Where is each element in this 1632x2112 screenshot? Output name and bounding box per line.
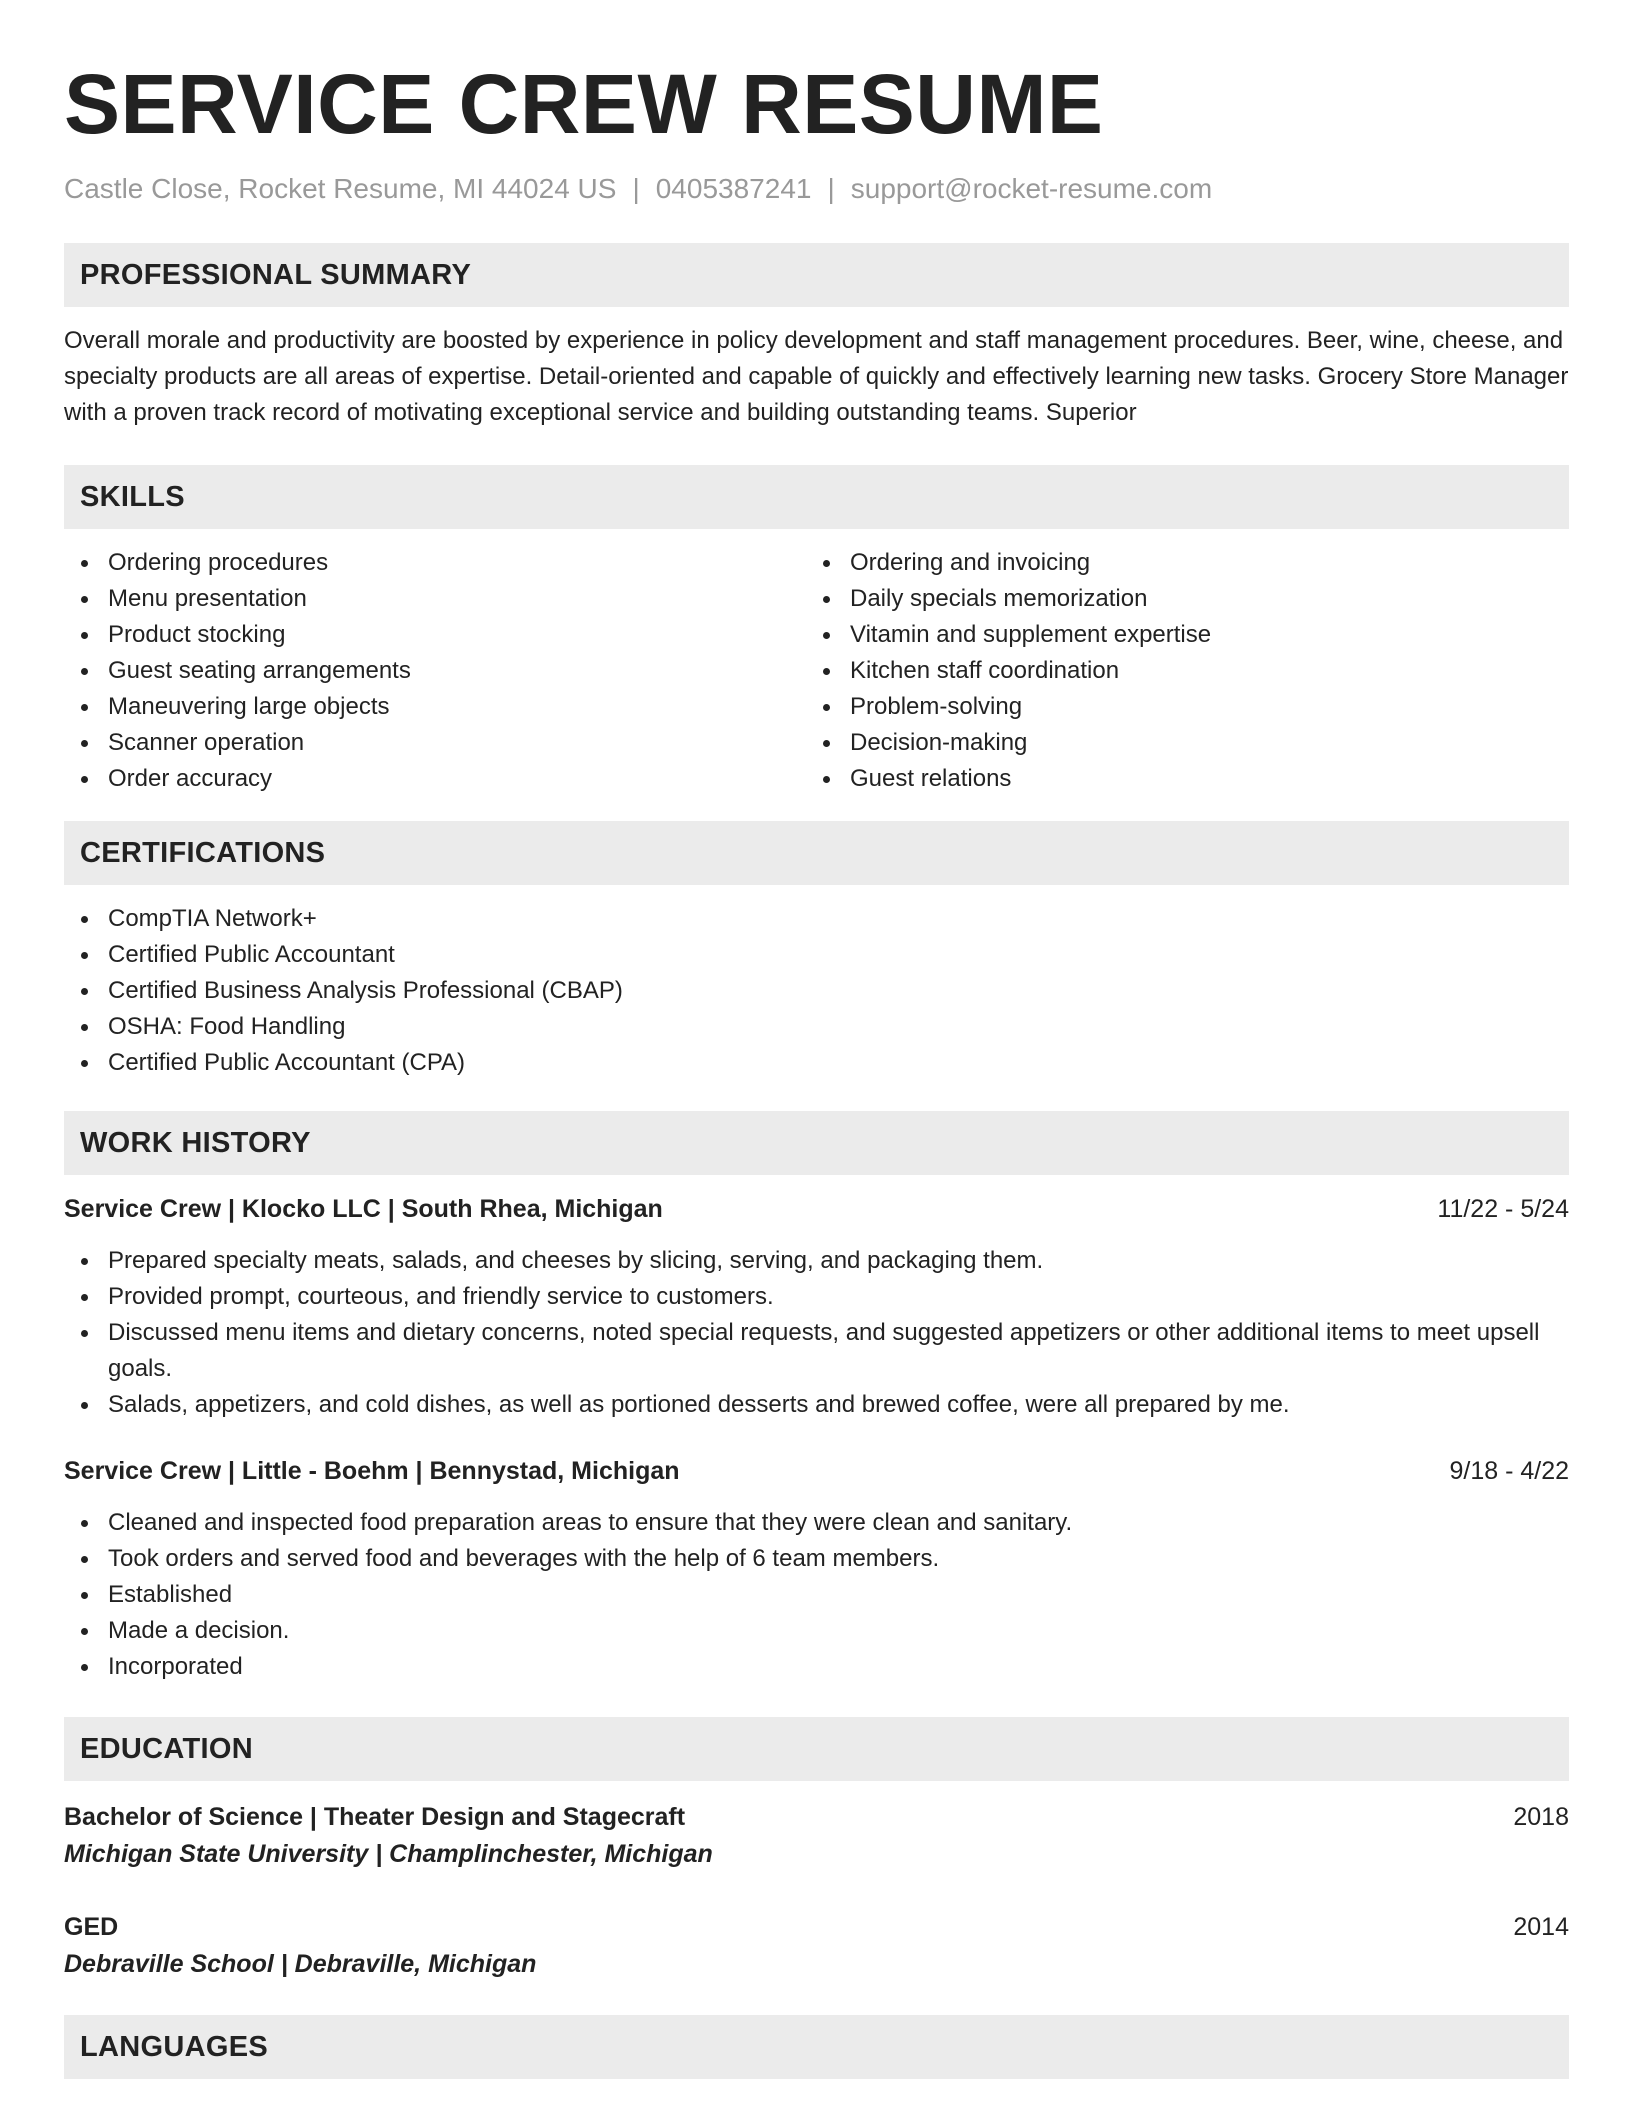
contact-line bbox=[64, 172, 1569, 206]
education-header bbox=[64, 1799, 1569, 1835]
education-year: 2018 bbox=[1513, 1803, 1569, 1831]
job-bullet: Prepared specialty meats, salads, and cheeses by slicing, serving, and packaging them. bbox=[64, 1243, 1569, 1279]
job-bullet: Cleaned and inspected food preparation areas to ensure that they were clean and sanitary. bbox=[64, 1505, 1569, 1541]
job-bullets bbox=[64, 1243, 1569, 1423]
certification-item: Certified Public Accountant bbox=[64, 937, 1569, 973]
skill-item: Guest relations bbox=[806, 761, 1548, 797]
education-header bbox=[64, 1909, 1569, 1945]
skill-item: Vitamin and supplement expertise bbox=[806, 617, 1548, 653]
contact-separator: | bbox=[632, 173, 640, 204]
section-heading-languages: LANGUAGES bbox=[64, 2015, 1569, 2079]
skills-list-right bbox=[806, 545, 1548, 797]
skill-item: Problem-solving bbox=[806, 689, 1548, 725]
skill-item: Ordering procedures bbox=[64, 545, 806, 581]
education-entry bbox=[64, 1799, 1569, 1873]
job-dates: 9/18 - 4/22 bbox=[1449, 1457, 1569, 1485]
contact-phone: 0405387241 bbox=[655, 173, 812, 204]
job-bullet: Made a decision. bbox=[64, 1613, 1569, 1649]
certification-item: CompTIA Network+ bbox=[64, 901, 1569, 937]
education-year: 2014 bbox=[1513, 1913, 1569, 1941]
section-heading-certifications: CERTIFICATIONS bbox=[64, 821, 1569, 885]
job-bullet: Discussed menu items and dietary concerns, noted special requests, and suggested appetizers or other additional items to meet upsell goals. bbox=[64, 1315, 1569, 1387]
section-heading-work-history: WORK HISTORY bbox=[64, 1111, 1569, 1175]
job-bullet: Took orders and served food and beverages with the help of 6 team members. bbox=[64, 1541, 1569, 1577]
job-bullet: Established bbox=[64, 1577, 1569, 1613]
contact-email: support@rocket-resume.com bbox=[850, 173, 1213, 204]
contact-separator: | bbox=[827, 173, 835, 204]
job-bullet: Provided prompt, courteous, and friendly service to customers. bbox=[64, 1279, 1569, 1315]
skill-item: Scanner operation bbox=[64, 725, 806, 761]
education-entry bbox=[64, 1909, 1569, 1983]
job-header bbox=[64, 1453, 1569, 1489]
contact-address: Castle Close, Rocket Resume, MI 44024 US bbox=[64, 173, 617, 204]
skill-item: Kitchen staff coordination bbox=[806, 653, 1548, 689]
certification-item: OSHA: Food Handling bbox=[64, 1009, 1569, 1045]
job-header bbox=[64, 1191, 1569, 1227]
skills-grid bbox=[64, 545, 1569, 797]
job-bullet: Salads, appetizers, and cold dishes, as well as portioned desserts and brewed coffee, were all prepared by me. bbox=[64, 1387, 1569, 1423]
job-title: Service Crew | Klocko LLC | South Rhea, Michigan bbox=[64, 1195, 663, 1223]
skill-item: Ordering and invoicing bbox=[806, 545, 1548, 581]
job-bullet: Incorporated bbox=[64, 1649, 1569, 1685]
job-entry bbox=[64, 1453, 1569, 1685]
certification-item: Certified Business Analysis Professional (CBAP) bbox=[64, 973, 1569, 1009]
section-heading-summary: PROFESSIONAL SUMMARY bbox=[64, 243, 1569, 307]
certifications-list bbox=[64, 901, 1569, 1081]
skill-item: Guest seating arrangements bbox=[64, 653, 806, 689]
skill-item: Maneuvering large objects bbox=[64, 689, 806, 725]
skill-item: Product stocking bbox=[64, 617, 806, 653]
skill-item: Daily specials memorization bbox=[806, 581, 1548, 617]
education-school: Michigan State University | Champlinchester, Michigan bbox=[64, 1840, 713, 1868]
education-degree: Bachelor of Science | Theater Design and Stagecraft bbox=[64, 1803, 686, 1831]
section-heading-skills: SKILLS bbox=[64, 465, 1569, 529]
section-heading-education: EDUCATION bbox=[64, 1717, 1569, 1781]
skill-item: Decision-making bbox=[806, 725, 1548, 761]
education-school: Debraville School | Debraville, Michigan bbox=[64, 1950, 537, 1978]
job-bullets bbox=[64, 1505, 1569, 1685]
job-title: Service Crew | Little - Boehm | Bennystad, Michigan bbox=[64, 1457, 680, 1485]
job-entry bbox=[64, 1191, 1569, 1423]
education-degree: GED bbox=[64, 1913, 119, 1941]
resume-title: SERVICE CREW RESUME bbox=[64, 57, 1104, 151]
skill-item: Menu presentation bbox=[64, 581, 806, 617]
skills-list-left bbox=[64, 545, 806, 797]
summary-text: Overall morale and productivity are boosted by experience in policy development and staff management procedures. Beer, wine, cheese, and specialty products are all areas of expertise. Detail-oriented and capable of quickly and effectively learning new tasks. Grocery Store Manager with a proven track record of motivating exceptional service and building outstanding teams. Superior bbox=[64, 327, 1569, 426]
job-dates: 11/22 - 5/24 bbox=[1437, 1195, 1569, 1223]
certification-item: Certified Public Accountant (CPA) bbox=[64, 1045, 1569, 1081]
skill-item: Order accuracy bbox=[64, 761, 806, 797]
